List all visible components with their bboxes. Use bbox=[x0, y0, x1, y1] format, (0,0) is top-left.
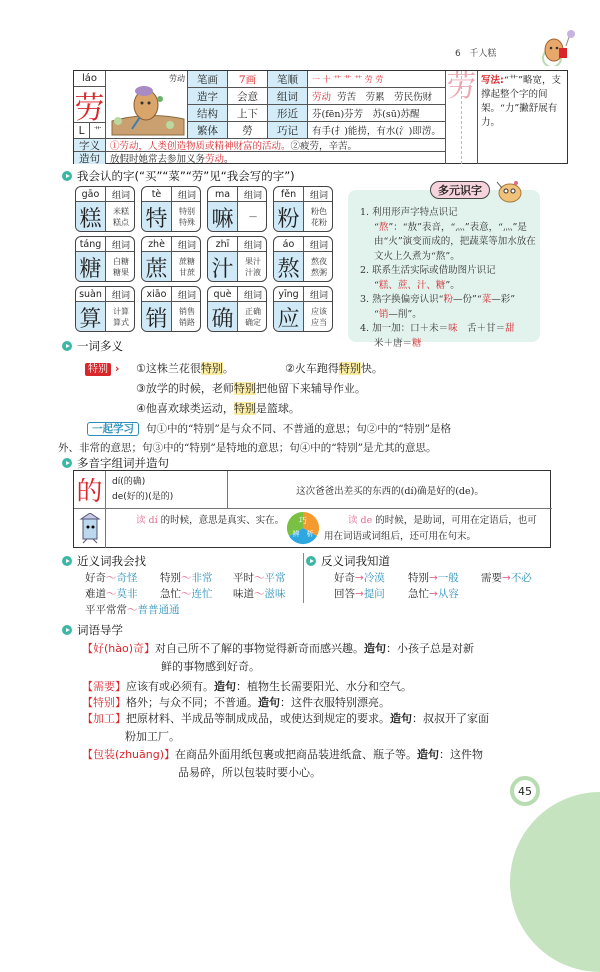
card-word-label: 组词 bbox=[238, 187, 267, 202]
card-character: 熬 bbox=[274, 252, 304, 282]
tip-de: 读 de 的时候，是助词，可用在定语后，也可用在词语或词组后，还可用在句末。 bbox=[324, 515, 537, 542]
antonym-pair: 好奇→冷漠 bbox=[334, 572, 385, 584]
card-word-label: 组词 bbox=[106, 187, 135, 202]
polysemy-explain-1: 一起学习 句①中的“特别”是与众不同、不普通的意思；句②中的“特别”是格 bbox=[87, 421, 451, 436]
glossary-item: 【加工】把原材料、半成品等制成成品，或使达到规定的要求。造句：叔叔开了家面 bbox=[82, 712, 489, 725]
value-formation: 会意 bbox=[228, 88, 268, 105]
polysemy-word-badge: 特别 › bbox=[85, 360, 119, 375]
section-glossary-title: 词语导学 bbox=[62, 622, 123, 638]
play-bullet-icon bbox=[62, 556, 72, 566]
section-polysemy-title: 一词多义 bbox=[62, 338, 123, 354]
lesson-header bbox=[455, 46, 496, 59]
synonym-pair: 平时～平常 bbox=[233, 572, 286, 584]
card-word-label: 组词 bbox=[238, 237, 267, 252]
recognise-card bbox=[207, 186, 267, 232]
glossary-item: 【包装(zhuāng)】在商品外面用纸包裹或把商品装进纸盒、瓶子等。造句：这件物 bbox=[82, 748, 483, 761]
section-antonyms-title: 反义词我知道 bbox=[306, 553, 390, 569]
card-word-label: 组词 bbox=[106, 237, 135, 252]
char-pinyin: láo bbox=[74, 71, 106, 87]
antonym-pair: 特别→一般 bbox=[408, 572, 459, 584]
writing-tip: 写法:“艹”略宽，支撑起整个字的间架。“力”撇舒展有力。 bbox=[481, 75, 562, 128]
play-bullet-icon bbox=[62, 341, 72, 351]
synonym-pair: 味道～滋味 bbox=[233, 588, 286, 600]
recognise-card bbox=[273, 236, 333, 282]
label-traditional: 繁体 bbox=[188, 122, 228, 139]
value-mnemonic: 有手(扌)能捞，有水(氵)即涝。 bbox=[308, 122, 446, 139]
label-stroke-order: 笔顺 bbox=[268, 71, 308, 88]
writing-practice-grid bbox=[446, 71, 478, 164]
synonym-pair: 急忙～连忙 bbox=[160, 588, 213, 600]
illustration-cell bbox=[106, 71, 188, 139]
card-word-label: 组词 bbox=[106, 287, 135, 302]
polyphone-readings: dí(的确) de(好的)(是的) bbox=[106, 471, 228, 509]
outline-character: 劳 bbox=[446, 71, 477, 104]
book-mascot-cell bbox=[74, 509, 106, 548]
section-recognise-title: 我会认的字(“买”“菜”“劳”见“我会写的字”) bbox=[62, 168, 295, 184]
play-bullet-icon bbox=[306, 556, 316, 566]
card-pinyin: xiāo bbox=[142, 287, 172, 302]
value-meaning: ①劳动，人类创造物质或精神财富的活动。 ②疲劳，辛苦。 bbox=[106, 139, 446, 152]
recognise-card bbox=[75, 286, 135, 332]
value-similar: 芬(fēn)芬芳 苏(sū)苏醒 bbox=[308, 105, 446, 122]
decorative-corner bbox=[510, 792, 600, 972]
section-synonyms-title: 近义词我会找 bbox=[62, 553, 146, 569]
lesson-number: 6 bbox=[455, 49, 461, 59]
polyphone-char: 的 bbox=[74, 471, 106, 509]
glossary-item: 【好(hào)奇】对自己所不了解的事物觉得新奇而感兴趣。造句：小孩子总是对新 bbox=[82, 642, 475, 655]
card-word-label: 组词 bbox=[172, 287, 201, 302]
recognise-card bbox=[273, 286, 333, 332]
cake-mascot-icon bbox=[540, 30, 588, 66]
polysemy-sentence-2: ②火车跑得特别快。 bbox=[285, 362, 383, 375]
label-mnemonic: 巧记 bbox=[268, 122, 308, 139]
label-sentence: 造句 bbox=[74, 152, 106, 164]
polyphone-tips bbox=[106, 509, 552, 548]
recognise-grid bbox=[75, 186, 340, 334]
polysemy-sentence-3: ③放学的时候，老师特别把他留下来辅导作业。 bbox=[136, 382, 366, 395]
distinguish-badge-icon bbox=[286, 511, 320, 545]
lesson-title: 千人糕 bbox=[469, 49, 497, 59]
card-pinyin: suàn bbox=[76, 287, 106, 302]
multi-recognise-text: 1. 利用形声字特点识记 “熬”：“敖”表音，“灬”表意，“灬”是由“火”演变而成的，把蔬菜等加水放在文火上久煮为“熬”。 2. 联系生活实际或借助图片识记 “糕、蔗、汁、糖”。 3. 熟字换偏旁认识“粉—份”“菜—彩” “销—削”。 4. 加一加：口＋未＝味 舌＋甘＝甜 米＋唐＝糖 bbox=[360, 207, 536, 349]
card-word-label: 组词 bbox=[238, 287, 267, 302]
card-character: 粉 bbox=[274, 202, 304, 232]
card-words: 白糖 糖果 bbox=[113, 257, 129, 277]
cake-character-icon bbox=[494, 178, 524, 204]
card-character: 确 bbox=[208, 302, 238, 332]
multi-recognise-tag: 多元识字 bbox=[430, 181, 490, 199]
card-character: 糕 bbox=[76, 202, 106, 232]
card-words: — bbox=[249, 212, 257, 222]
label-structure: 结构 bbox=[188, 105, 228, 122]
polysemy-sentence-4: ④他喜欢球类运动，特别是篮球。 bbox=[136, 402, 300, 415]
card-words: 正确 确定 bbox=[245, 307, 261, 327]
card-pinyin: áo bbox=[274, 237, 304, 252]
glossary-item: 【需要】应该有或必须有。造句：植物生长需要阳光、水分和空气。 bbox=[82, 680, 412, 693]
recognise-card bbox=[207, 236, 267, 282]
card-word-label: 组词 bbox=[172, 187, 201, 202]
polysemy-explain-2: 外、非常的意思；句③中的“特别”是特地的意思；句④中的“特别”是尤其的意思。 bbox=[58, 442, 437, 454]
card-words: 计算 算式 bbox=[113, 307, 129, 327]
card-words: 销售 销路 bbox=[179, 307, 195, 327]
card-words: 特别 特殊 bbox=[179, 207, 195, 227]
card-words: 应该 应当 bbox=[311, 307, 327, 327]
card-pinyin: tè bbox=[142, 187, 172, 202]
card-word-label: 组词 bbox=[304, 187, 333, 202]
play-bullet-icon bbox=[62, 458, 72, 468]
synonym-pair: 难道～莫非 bbox=[85, 588, 138, 600]
recognise-card bbox=[75, 186, 135, 232]
card-pinyin: què bbox=[208, 287, 238, 302]
image-caption: 劳动 bbox=[169, 74, 185, 83]
value-structure: 上下 bbox=[228, 105, 268, 122]
card-word-label: 组词 bbox=[304, 287, 333, 302]
card-pinyin: yīng bbox=[274, 287, 304, 302]
synonym-pair: 好奇～奇怪 bbox=[85, 572, 138, 584]
card-character: 糖 bbox=[76, 252, 106, 282]
card-character: 应 bbox=[274, 302, 304, 332]
divider bbox=[303, 553, 304, 603]
card-pinyin: táng bbox=[76, 237, 106, 252]
antonym-pair: 需要→不必 bbox=[481, 572, 532, 584]
glossary-item-continued: 粉加工厂。 bbox=[125, 730, 180, 743]
sweet-potato-worker-icon bbox=[110, 81, 186, 137]
value-stroke-order: 一 十 艹 艹 艹 劳 劳 bbox=[308, 71, 446, 88]
recognise-card bbox=[75, 236, 135, 282]
recognise-card bbox=[141, 186, 201, 232]
card-words: 粉色 花粉 bbox=[311, 207, 327, 227]
play-bullet-icon bbox=[62, 171, 72, 181]
book-mascot-icon bbox=[77, 513, 103, 545]
value-words: 劳动 劳苦 劳累 劳民伤财 bbox=[308, 88, 446, 105]
card-character: 蔗 bbox=[142, 252, 172, 282]
card-character: 销 bbox=[142, 302, 172, 332]
polyphone-table bbox=[73, 470, 551, 548]
card-character: 特 bbox=[142, 202, 172, 232]
card-words: 果汁 汁液 bbox=[245, 257, 261, 277]
card-pinyin: fěn bbox=[274, 187, 304, 202]
card-pinyin: zhī bbox=[208, 237, 238, 252]
label-strokes: 笔画 bbox=[188, 71, 228, 88]
page-number: 45 bbox=[510, 776, 540, 806]
recognise-card bbox=[273, 186, 333, 232]
glossary-item-continued: 品易碎，所以包装时要小心。 bbox=[178, 766, 321, 779]
svg-text:析: 析 bbox=[306, 530, 314, 538]
polysemy-sentence-1: ①这株兰花很特别。 bbox=[136, 362, 234, 375]
recognise-card bbox=[207, 286, 267, 332]
glossary-item-continued: 鲜的事物感到好奇。 bbox=[161, 660, 260, 673]
card-pinyin: gāo bbox=[76, 187, 106, 202]
card-words: 米糕 糕点 bbox=[113, 207, 129, 227]
label-words: 组词 bbox=[268, 88, 308, 105]
glossary-item: 【特别】格外；与众不同；不普通。造句：这件衣服特别漂亮。 bbox=[82, 696, 390, 709]
label-meaning: 字义 bbox=[74, 139, 106, 152]
polyphone-example: 这次爸爸出差买的东西的(dí)确是好的(de)。 bbox=[228, 471, 552, 509]
card-words: 熬夜 熬粥 bbox=[311, 257, 327, 277]
play-bullet-icon bbox=[62, 625, 72, 635]
recognise-card bbox=[141, 236, 201, 282]
svg-text:辨: 辨 bbox=[292, 530, 300, 538]
main-character: 劳 bbox=[74, 87, 106, 123]
card-pinyin: zhè bbox=[142, 237, 172, 252]
antonym-pair: 回答→提问 bbox=[334, 588, 385, 600]
section-polyphone-title: 多音字组词并造句 bbox=[62, 455, 169, 471]
card-character: 汁 bbox=[208, 252, 238, 282]
card-pinyin: ma bbox=[208, 187, 238, 202]
radical-part: 艹 bbox=[90, 123, 106, 139]
value-traditional: 勞 bbox=[228, 122, 268, 139]
card-word-label: 组词 bbox=[304, 237, 333, 252]
card-words: 蔗糖 甘蔗 bbox=[179, 257, 195, 277]
card-character: 嘛 bbox=[208, 202, 238, 232]
card-word-label: 组词 bbox=[172, 237, 201, 252]
value-strokes: 7画 bbox=[228, 71, 268, 88]
radical-letter: L bbox=[74, 123, 90, 139]
svg-text:巧: 巧 bbox=[299, 516, 307, 525]
synonym-pair: 特别～非常 bbox=[160, 572, 213, 584]
antonym-pair: 急忙→从容 bbox=[408, 588, 459, 600]
card-character: 算 bbox=[76, 302, 106, 332]
character-card bbox=[73, 70, 568, 164]
tip-di: 读 dí 的时候，意思是真实、实在。 bbox=[136, 515, 285, 526]
value-sentence: 放假时她常去参加义务 劳动 。 bbox=[106, 152, 446, 164]
learn-together-tag: 一起学习 bbox=[87, 422, 139, 436]
synonym-pair: 平平常常～普普通通 bbox=[85, 604, 180, 616]
recognise-card bbox=[141, 286, 201, 332]
label-formation: 造字 bbox=[188, 88, 228, 105]
label-similar: 形近 bbox=[268, 105, 308, 122]
